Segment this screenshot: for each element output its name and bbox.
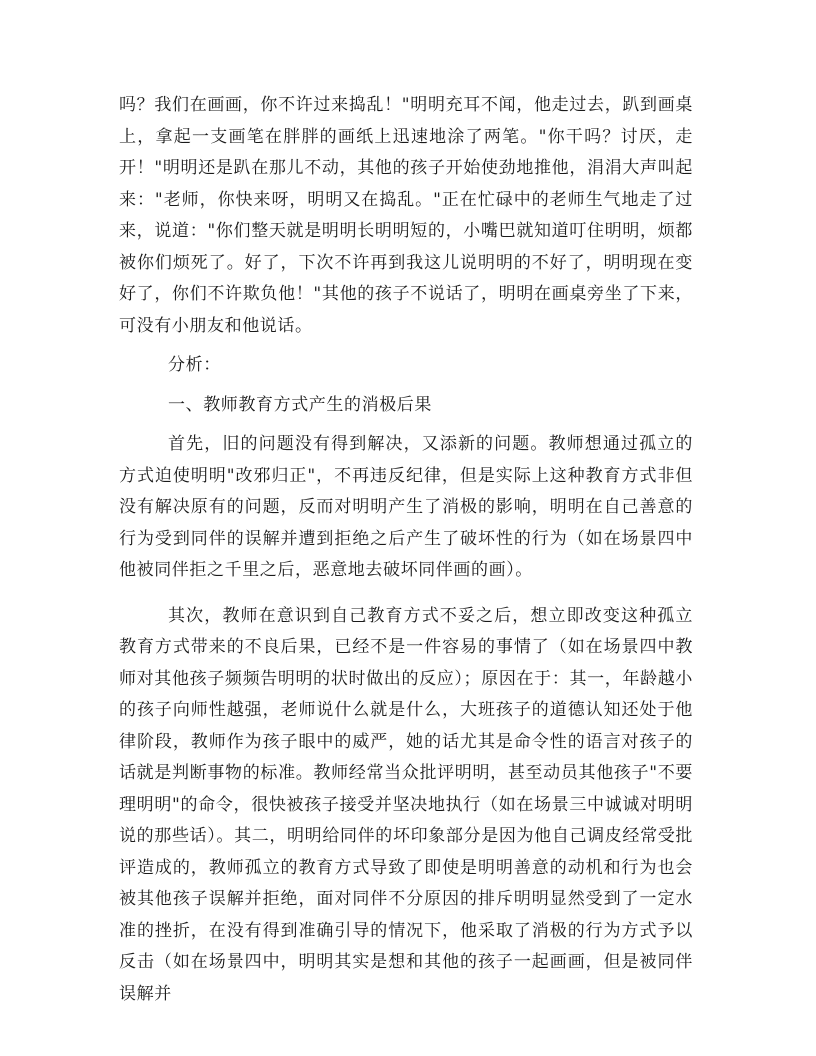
story-paragraph: 吗？我们在画画，你不许过来捣乱！"明明充耳不闻，他走过去，趴到画桌上，拿起一支画笔在胖胖的画纸上迅速地涂了两笔。"你干吗？讨厌，走开！"明明还是趴在那儿不动，其他的孩子开始使劲地推他，涓涓大声叫起来："老师，你快来呀，明明又在捣乱。"正在忙碌中的老师生气地走了过来，说道："你们整天就是明明长明明短的，小嘴巴就知道叮住明明，烦都被你们烦死了。好了，下次不许再到我这儿说明明的不好了，明明现在变好了，你们不许欺负他！"其他的孩子不说话了，明明在画桌旁坐了下来，可没有小朋友和他说话。 xyxy=(119,95,693,336)
analysis-label: 分析： xyxy=(168,355,221,375)
document-page xyxy=(119,90,693,1010)
analysis-paragraph-first: 首先，旧的问题没有得到解决，又添新的问题。教师想通过孤立的方式迫使明明"改邪归正"，不再违反纪律，但是实际上这种教育方式非但没有解决原有的问题，反而对明明产生了消极的影响，明明在自己善意的行为受到同伴的误解并遭到拒绝之后产生了破坏性的行为（如在场景四中他被同伴拒之千里之后，恶意地去破坏同伴画的画）。 xyxy=(119,434,693,580)
analysis-paragraph-second: 其次，教师在意识到自己教育方式不妥之后，想立即改变这种孤立教育方式带来的不良后果，已经不是一件容易的事情了（如在场景四中教师对其他孩子频频告明明的状时做出的反应）；原因在于：其一，年龄越小的孩子向师性越强，老师说什么就是什么，大班孩子的道德认知还处于他律阶段，教师作为孩子眼中的威严，她的话尤其是命令性的语言对孩子的话就是判断事物的标准。教师经常当众批评明明，甚至动员其他孩子"不要理明明"的命令，很快被孩子接受并坚决地执行（如在场景三中诚诚对明明说的那些话）。其二，明明给同伴的坏印象部分是因为他自己调皮经常受批评造成的，教师孤立的教育方式导致了即使是明明善意的动机和行为也会被其他孩子误解并拒绝，面对同伴不分原因的排斥明明显然受到了一定水准的挫折，在没有得到准确引导的情况下，他采取了消极的行为方式予以反击（如在场景四中，明明其实是想和其他的孩子一起画画，但是被同伴误解并 xyxy=(119,605,693,1004)
section-heading: 一、教师教育方式产生的消极后果 xyxy=(168,394,432,415)
